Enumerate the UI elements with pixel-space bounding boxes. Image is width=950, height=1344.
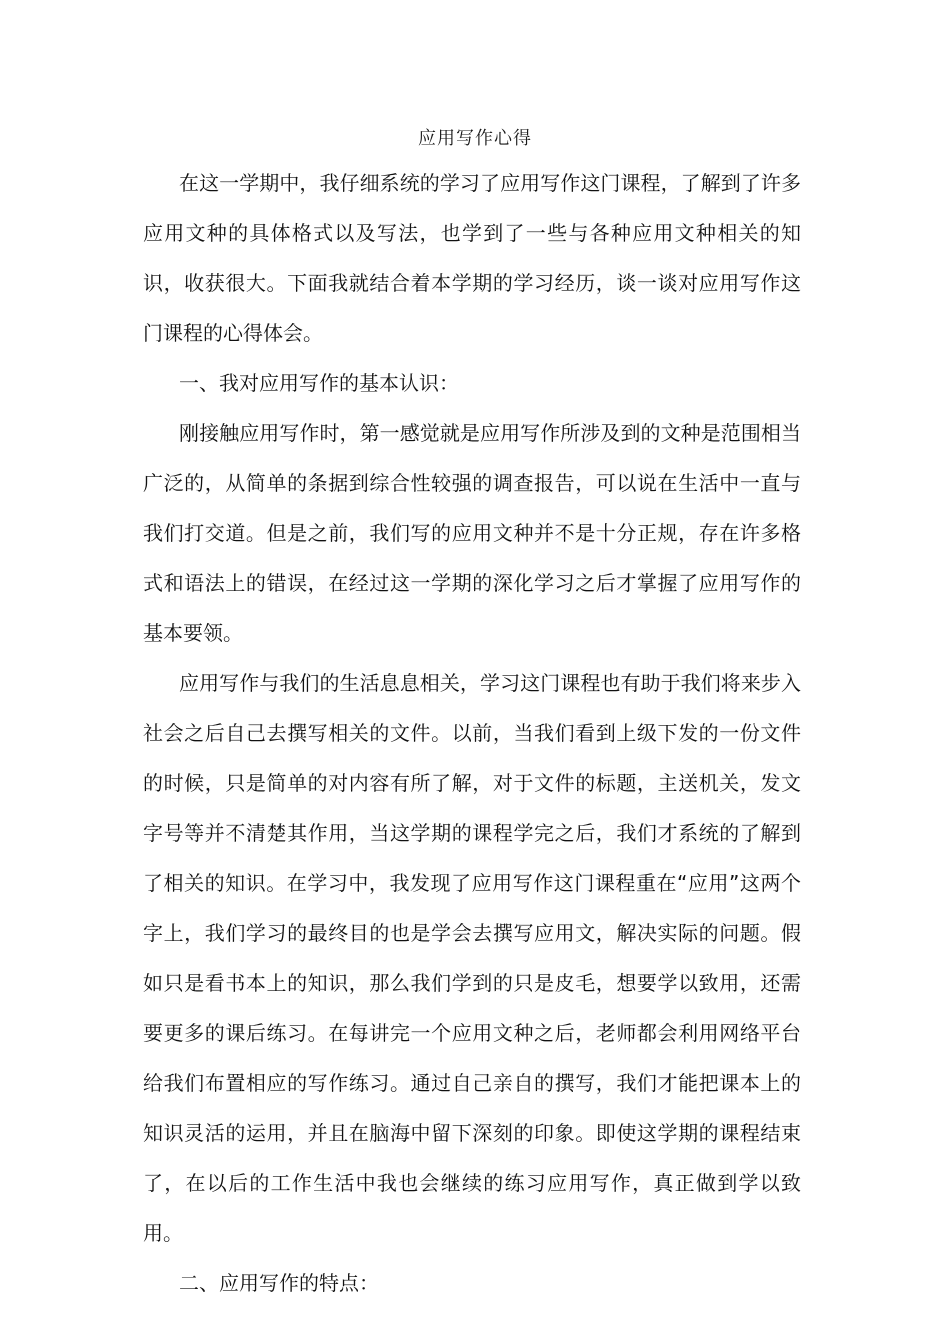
paragraph-application: 应用写作与我们的生活息息相关，学习这门课程也有助于我们将来步入社会之后自己去撰写相关的文件。以前，当我们看到上级下发的一份文件的时候，只是简单的对内容有所了解，对于文件的标题，主送机关，发文字号等并不清楚其作用，当这学期的课程学完之后，我们才系统的了解到了相关的知识。在学习中，我发现了应用写作这门课程重在“应用”这两个字上，我们学习的最终目的也是学会去撰写应用文，解决实际的问题。假如只是看书本上的知识，那么我们学到的只是皮毛，想要学以致用，还需要更多的课后练习。在每讲完一个应用文种之后，老师都会利用网络平台给我们布置相应的写作练习。通过自己亲自的撰写，我们才能把课本上的知识灵活的运用，并且在脑海中留下深刻的印象。即使这学期的课程结束了，在以后的工作生活中我也会继续的练习应用写作，真正做到学以致用。 xyxy=(143,671,801,1245)
paragraph-first-impression: 刚接触应用写作时，第一感觉就是应用写作所涉及到的文种是范围相当广泛的，从简单的条据到综合性较强的调查报告，可以说在生活中一直与我们打交道。但是之前，我们写的应用文种并不是十分正规，存在许多格式和语法上的错误，在经过这一学期的深化学习之后才掌握了应用写作的基本要领。 xyxy=(143,421,801,645)
document-title: 应用写作心得 xyxy=(418,128,532,149)
document-body xyxy=(143,158,801,1308)
paragraph-intro: 在这一学期中，我仔细系统的学习了应用写作这门课程，了解到了许多应用文种的具体格式以及写法，也学到了一些与各种应用文种相关的知识，收获很大。下面我就结合着本学期的学习经历，谈一谈对应用写作这门课程的心得体会。 xyxy=(143,171,801,345)
section-heading-basic-understanding: 一、我对应用写作的基本认识： xyxy=(179,371,459,395)
section-heading-characteristics: 二、应用写作的特点： xyxy=(179,1271,379,1295)
